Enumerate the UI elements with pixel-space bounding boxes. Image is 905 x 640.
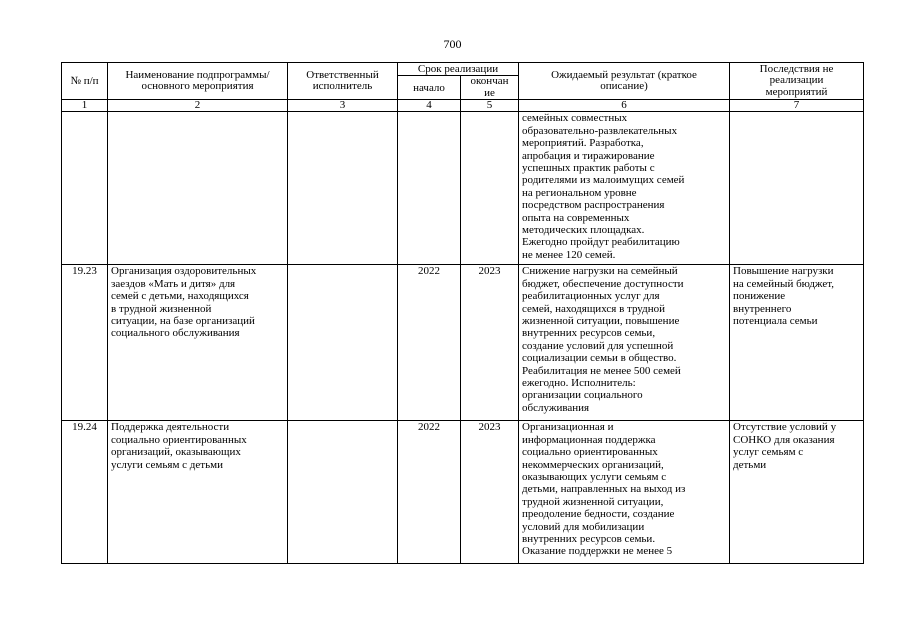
row-responsible [288,112,398,265]
row-consequences [730,112,864,265]
row-result: Организационная и информационная поддержка социально ориентированных некоммерческих организаций, оказывающих услуги семьям с детьми, направленных на выход из трудной жизненной ситуации, преодоление бедности, создание условий для мобилизации внутренних ресурсов семьи. Оказание поддержки не менее 5 [519,421,730,564]
table-row [62,421,864,564]
table-row [62,112,864,265]
row-name: Организация оздоровительных заездов «Мать и дитя» для семей с детьми, находящихся в трудной жизненной ситуации, на базе организаций социального обслуживания [108,265,288,421]
header-result: Ожидаемый результат (краткое описание) [519,63,730,100]
header-start: начало [398,76,461,100]
row-num: 19.23 [62,265,108,421]
column-number: 7 [730,100,864,112]
header-num: № п/п [62,63,108,100]
header-consequences: Последствия не реализации мероприятий [730,63,864,100]
table-row [62,265,864,421]
page-number: 700 [443,37,462,51]
column-number: 6 [519,100,730,112]
header-end: окончан ие [461,76,519,100]
row-responsible [288,265,398,421]
row-end: 2023 [461,421,519,564]
row-num [62,112,108,265]
column-number: 5 [461,100,519,112]
header-name: Наименование подпрограммы/ основного мероприятия [108,63,288,100]
column-number: 4 [398,100,461,112]
header-period: Срок реализации [398,63,519,76]
row-name: Поддержка деятельности социально ориентированных организаций, оказывающих услуги семьям с детьми [108,421,288,564]
row-end: 2023 [461,265,519,421]
row-responsible [288,421,398,564]
row-num: 19.24 [62,421,108,564]
row-consequences: Повышение нагрузки на семейный бюджет, понижение внутреннего потенциала семьи [730,265,864,421]
row-result: Снижение нагрузки на семейный бюджет, обеспечение доступности реабилитационных услуг для семей, находящихся в трудной жизненной ситуации, повышение внутренних ресурсов семьи, создание условий для успешной социализации семьи в общество. Реабилитация не менее 500 семей ежегодно. Исполнитель: организации социального обслуживания [519,265,730,421]
row-start [398,112,461,265]
column-number: 3 [288,100,398,112]
row-result: семейных совместных образовательно-развлекательных мероприятий. Разработка, апробация и тиражирование успешных практик работы с родителями из малоимущих семей на региональном уровне посредством распространения опыта на современных методических площадках. Ежегодно пройдут реабилитацию не менее 120 семей. [519,112,730,265]
column-number: 1 [62,100,108,112]
program-table [61,62,864,564]
row-name [108,112,288,265]
column-number: 2 [108,100,288,112]
row-consequences: Отсутствие условий у СОНКО для оказания услуг семьям с детьми [730,421,864,564]
row-start: 2022 [398,421,461,564]
row-end [461,112,519,265]
header-responsible: Ответственный исполнитель [288,63,398,100]
row-start: 2022 [398,265,461,421]
